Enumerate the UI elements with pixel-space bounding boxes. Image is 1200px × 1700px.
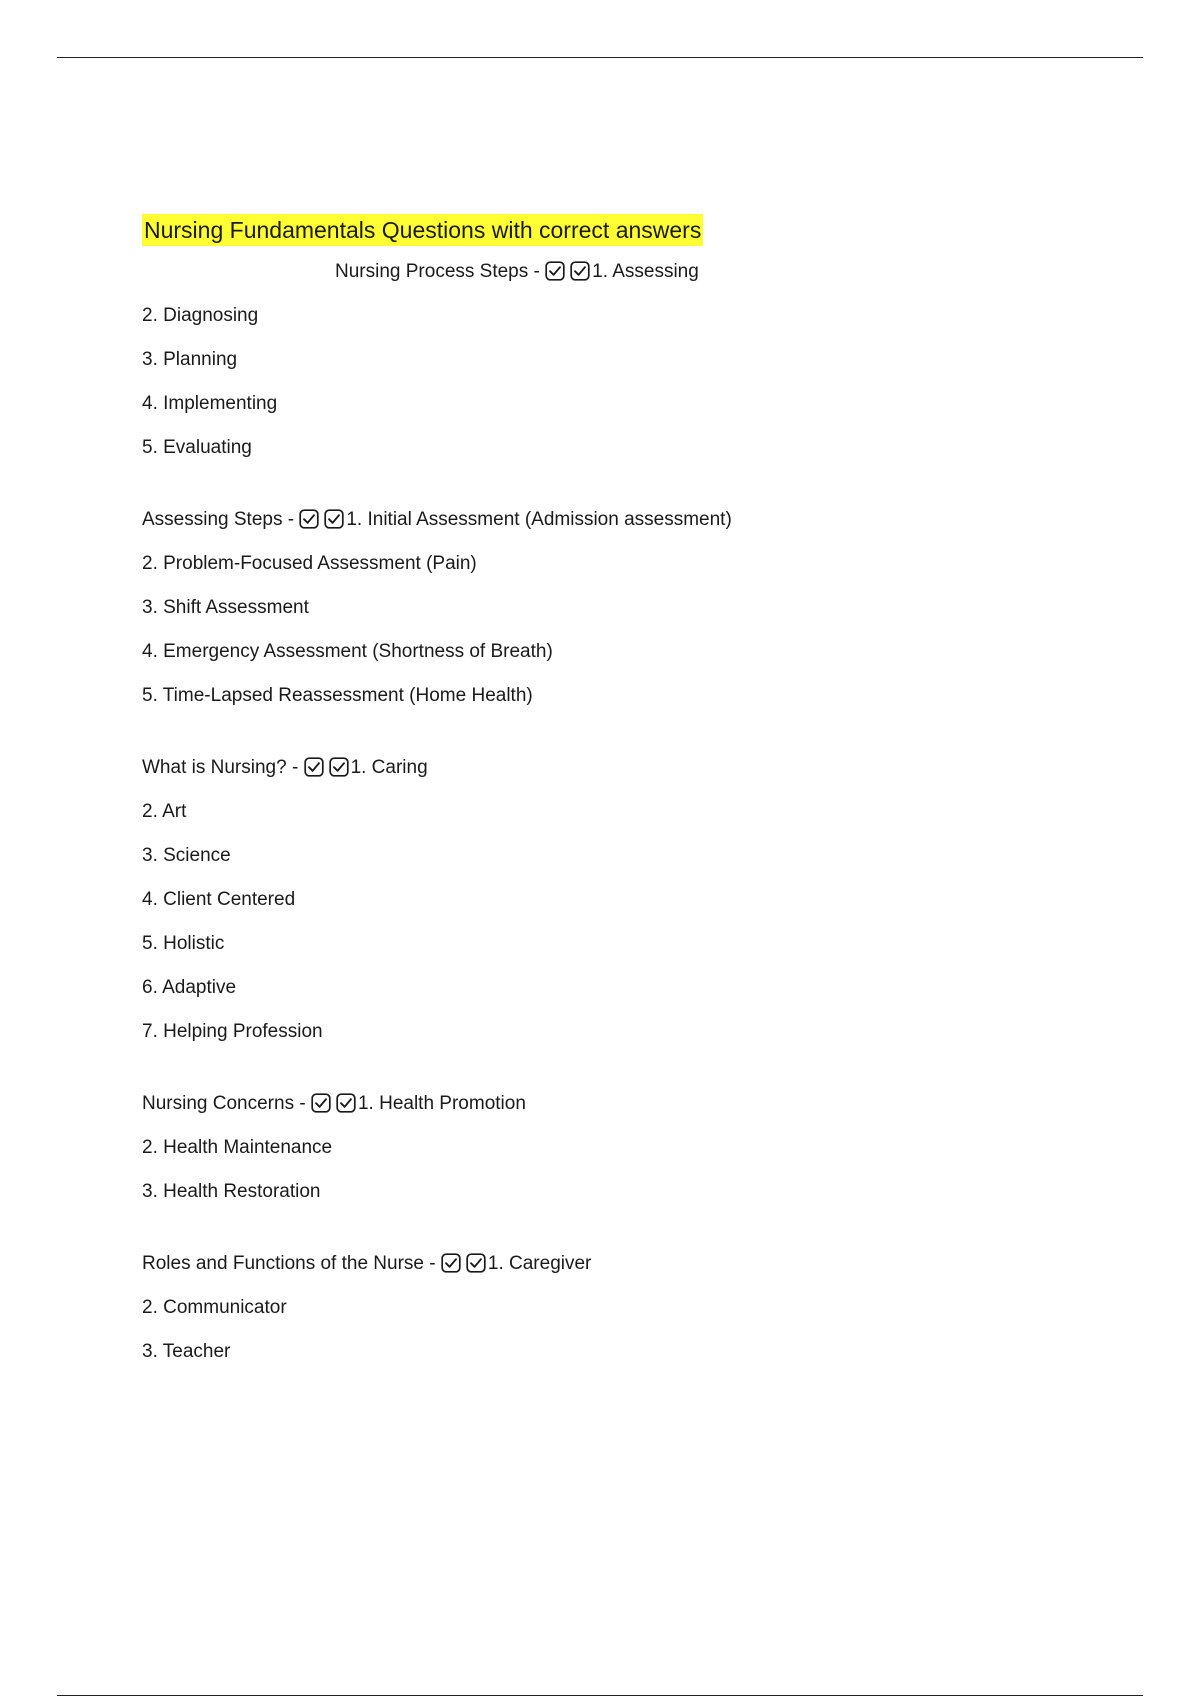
question-text: Roles and Functions of the Nurse <box>142 1253 424 1274</box>
answer-item: 6. Adaptive <box>142 977 237 998</box>
answer-item: 5. Holistic <box>142 933 225 954</box>
question-text: Nursing Concerns <box>142 1093 295 1114</box>
qa-section <box>142 508 1102 708</box>
question-separator: - <box>424 1253 441 1274</box>
answer-item: 4. Implementing <box>142 393 278 414</box>
answer-item: 3. Teacher <box>142 1341 231 1362</box>
checkbox-checked-icon <box>329 757 349 777</box>
question-line <box>142 260 1102 284</box>
answer-item: 1. Caregiver <box>487 1253 592 1274</box>
question-line <box>142 508 1102 532</box>
checkbox-checked-icon <box>441 1253 461 1273</box>
answer-item: 3. Shift Assessment <box>142 597 309 618</box>
qa-section <box>142 756 1102 1044</box>
answer-item: 1. Assessing <box>592 261 699 282</box>
question-separator: - <box>282 509 300 530</box>
checkbox-checked-icon <box>570 261 590 281</box>
question-line <box>142 756 1102 780</box>
question-line <box>142 1092 1102 1116</box>
answer-item: 4. Client Centered <box>142 889 296 910</box>
answer-item: 2. Health Maintenance <box>142 1137 333 1158</box>
answer-item: 5. Time-Lapsed Reassessment (Home Health) <box>142 685 533 706</box>
document-title: Nursing Fundamentals Questions with correct answers <box>142 214 703 246</box>
answer-item: 4. Emergency Assessment (Shortness of Breath) <box>142 641 553 662</box>
answer-item: 5. Evaluating <box>142 437 252 458</box>
checkbox-checked-icon <box>466 1253 486 1273</box>
question-text: Nursing Process Steps <box>335 261 529 282</box>
question-separator: - <box>294 1093 311 1114</box>
answer-item: 3. Science <box>142 845 231 866</box>
checkbox-checked-icon <box>304 757 324 777</box>
answer-item: 2. Problem-Focused Assessment (Pain) <box>142 553 477 574</box>
qa-sections <box>142 260 1102 1364</box>
answer-item: 1. Health Promotion <box>357 1093 526 1114</box>
answer-item: 7. Helping Profession <box>142 1021 323 1042</box>
bottom-rule <box>57 1695 1143 1696</box>
question-separator: - <box>528 261 546 282</box>
question-text: What is Nursing? <box>142 757 287 778</box>
question-line <box>142 1252 1102 1276</box>
document-body <box>142 214 1102 1364</box>
checkbox-checked-icon <box>324 509 344 529</box>
top-rule <box>57 57 1143 58</box>
qa-section <box>142 1252 1102 1364</box>
answer-item: 1. Caring <box>350 757 428 778</box>
answer-item: 2. Art <box>142 801 187 822</box>
answer-item: 2. Diagnosing <box>142 305 259 326</box>
answer-item: 3. Planning <box>142 349 238 370</box>
answer-item: 2. Communicator <box>142 1297 287 1318</box>
qa-section <box>142 260 1102 460</box>
answer-item: 1. Initial Assessment (Admission assessment) <box>346 509 732 530</box>
checkbox-checked-icon <box>311 1093 331 1113</box>
checkbox-checked-icon <box>545 261 565 281</box>
checkbox-checked-icon <box>336 1093 356 1113</box>
question-text: Assessing Steps <box>142 509 283 530</box>
question-separator: - <box>286 757 304 778</box>
answer-item: 3. Health Restoration <box>142 1181 321 1202</box>
qa-section <box>142 1092 1102 1204</box>
checkbox-checked-icon <box>299 509 319 529</box>
